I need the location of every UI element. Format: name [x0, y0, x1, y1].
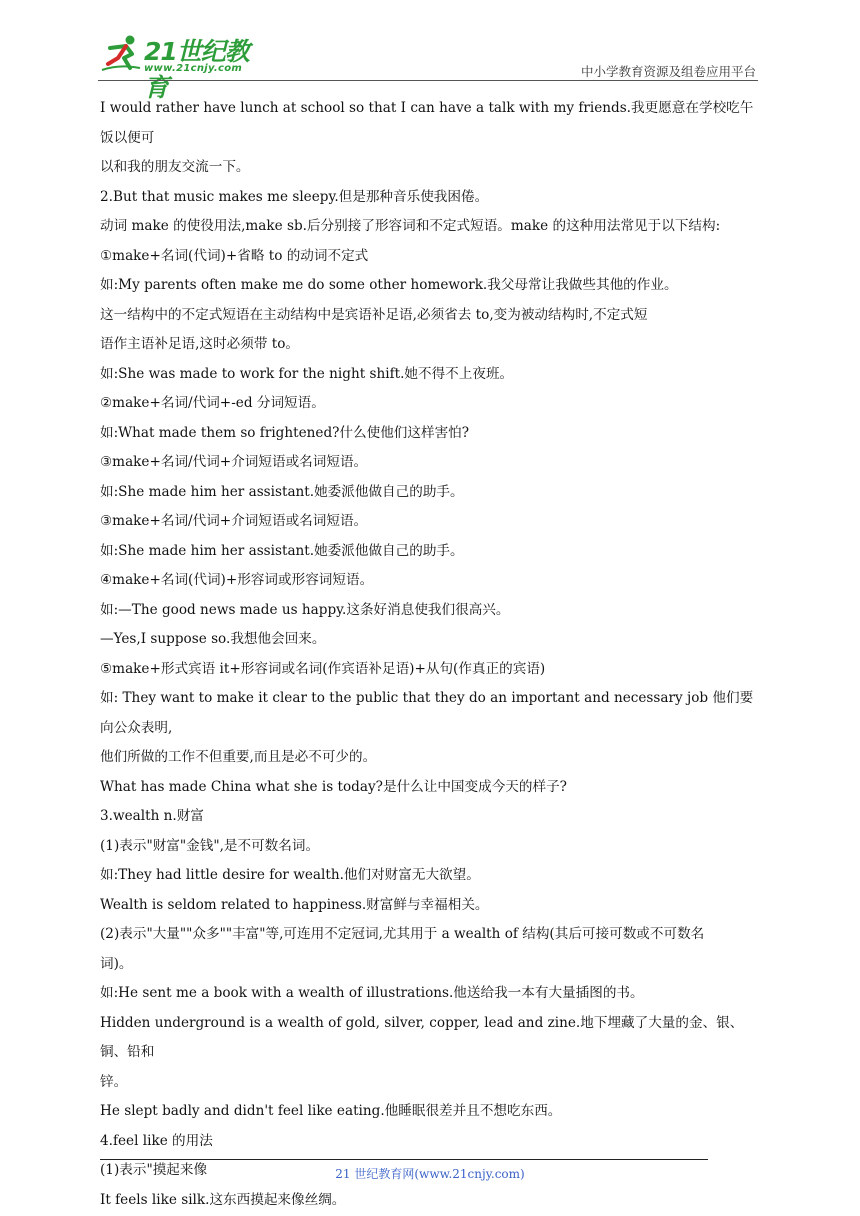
runner-logo-icon — [100, 34, 142, 72]
text-line: ③make+名词/代词+介词短语或名词短语。 — [100, 513, 368, 529]
text-line: 动词 make 的使役用法,make sb.后分别接了形容词和不定式短语。make 的这种用法常见于以下结构: — [100, 218, 721, 234]
document-body — [100, 94, 765, 1215]
text-line: 如:My parents often make me do some other homework.我父母常让我做些其他的作业。 — [100, 277, 678, 293]
text-line: 锌。 — [100, 1073, 128, 1090]
logo-url: www.21cnjy.com — [144, 63, 243, 74]
logo — [98, 30, 268, 102]
text-line: I would rather have lunch at school so that I can have a talk with my friends.我更愿意在学校吃午饭以便可 — [100, 100, 754, 146]
page-header — [98, 30, 758, 102]
text-line: 如:He sent me a book with a wealth of illustrations.他送给我一本有大量插图的书。 — [100, 985, 644, 1001]
text-line: 如:—The good news made us happy.这条好消息使我们很高兴。 — [100, 601, 510, 618]
text-line: 2.But that music makes me sleepy.但是那种音乐使我困倦。 — [100, 188, 489, 205]
text-line: ③make+名词/代词+介词短语或名词短语。 — [100, 454, 368, 470]
text-line: 如:She was made to work for the night shift.她不得不上夜班。 — [100, 365, 514, 382]
text-line: 4.feel like 的用法 — [100, 1132, 213, 1149]
platform-title: 中小学教育资源及组卷应用平台 — [580, 64, 756, 79]
footer-divider — [100, 1159, 708, 1160]
text-line: ①make+名词(代词)+省略 to 的动词不定式 — [100, 247, 369, 264]
text-line: (1)表示"摸起来像 — [100, 1162, 208, 1178]
text-line: 如:She made him her assistant.她委派他做自己的助手。 — [100, 483, 464, 500]
text-line: He slept badly and didn't feel like eating.他睡眠很差并且不想吃东西。 — [100, 1103, 562, 1119]
text-line: 如: They want to make it clear to the public that they do an important and necessary job 他们要向公众表明, — [100, 690, 754, 736]
text-line: ④make+名词(代词)+形容词或形容词短语。 — [100, 572, 374, 588]
text-line: 这一结构中的不定式短语在主动结构中是宾语补足语,必须省去 to,变为被动结构时,不定式短 — [100, 306, 648, 323]
text-line: Hidden underground is a wealth of gold, silver, copper, lead and zine.地下埋藏了大量的金、银、铜、铅和 — [100, 1014, 744, 1060]
text-line: 词)。 — [100, 955, 133, 972]
text-line: 如:What made them so frightened?什么使他们这样害怕? — [100, 424, 470, 441]
text-line: (1)表示"财富"金钱",是不可数名词。 — [100, 837, 320, 854]
text-line: ②make+名词/代词+-ed 分词短语。 — [100, 395, 325, 411]
text-line: 如:She made him her assistant.她委派他做自己的助手。 — [100, 542, 464, 559]
text-line: 以和我的朋友交流一下。 — [100, 159, 250, 175]
text-line: 他们所做的工作不但重要,而且是必不可少的。 — [100, 749, 377, 765]
header-divider — [98, 80, 758, 81]
text-line: It feels like silk.这东西摸起来像丝绸。 — [100, 1191, 346, 1208]
footer-link[interactable]: 21 世纪教育网(www.21cnjy.com) — [335, 1167, 525, 1181]
text-line: Wealth is seldom related to happiness.财富鲜与幸福相关。 — [100, 896, 489, 913]
text-line: —Yes,I suppose so.我想他会回来。 — [100, 631, 326, 647]
text-line: What has made China what she is today?是什么让中国变成今天的样子? — [100, 778, 567, 795]
text-line: 如:They had little desire for wealth.他们对财富无大欲望。 — [100, 867, 480, 883]
text-line: 3.wealth n.财富 — [100, 808, 204, 824]
logo-text: 21世纪教育 — [144, 37, 249, 102]
text-line: (2)表示"大量""众多""丰富"等,可连用不定冠词,尤其用于 a wealth of 结构(其后可接可数或不可数名 — [100, 926, 705, 942]
text-line: ⑤make+形式宾语 it+形容词或名词(作宾语补足语)+从句(作真正的宾语) — [100, 660, 546, 677]
text-line: 语作主语补足语,这时必须带 to。 — [100, 336, 300, 352]
